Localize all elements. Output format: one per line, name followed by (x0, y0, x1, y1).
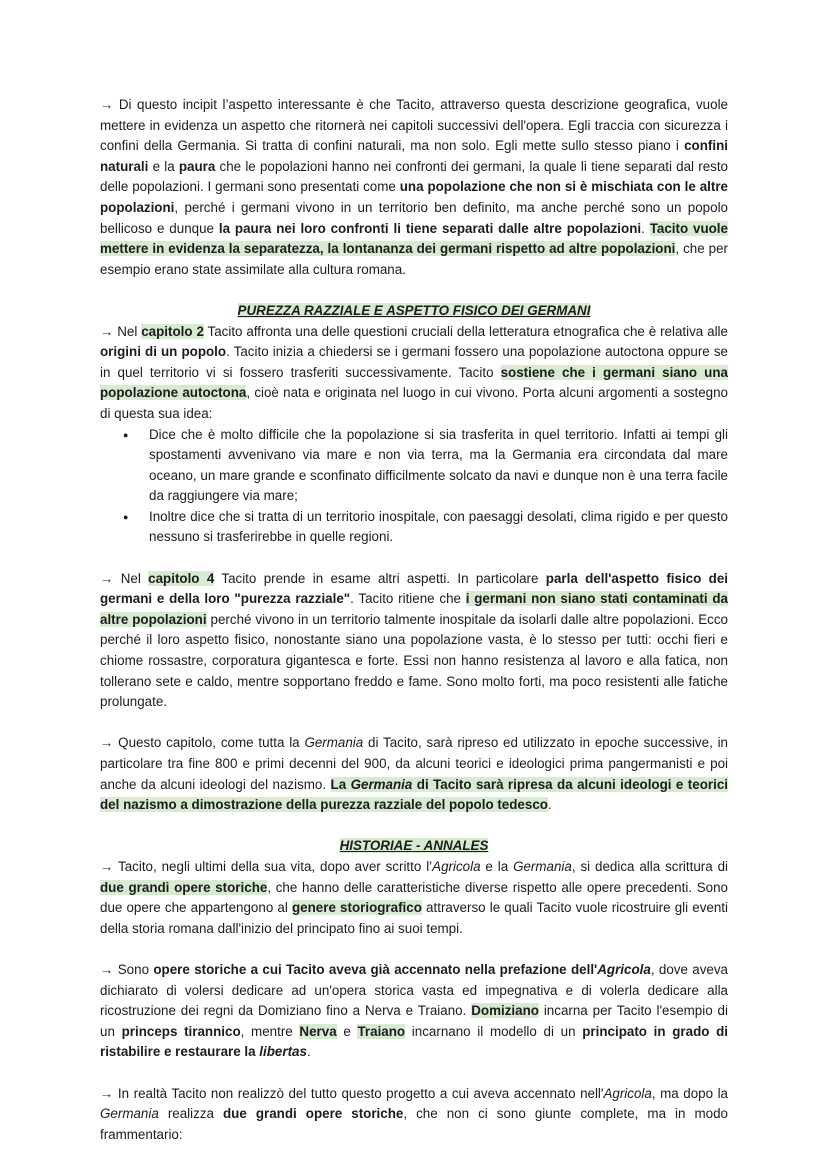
paragraph-prefazione-agricola: → Sono opere storiche a cui Tacito aveva già accennato nella prefazione dell'Agricola, dove aveva dichiarato di volersi dedicare ad un'opera storica vasta ed impegnativa e di volerla dedicare alla ricostruzione dei regni da Domiziano fino a Nerva e Traiano. Domiziano incarna per Tacito l'esempio di un princeps tirannico, mentre Nerva e Traiano incarnano il modello di un principato in grado di ristabilire e restaurare la libertas. (100, 961, 729, 1060)
bold-text: confini naturali (100, 138, 728, 174)
highlighted-text: sostiene che i germani siano una popolazione autoctona (100, 364, 728, 401)
paragraph-ripresa-nazismo: → Questo capitolo, come tutta la Germania di Tacito, sarà ripreso ed utilizzato in epoche successive, in particolare tra fine 800 e primi decenni del 900, da alcuni teorici e ideologici prima pangermanisti e poi anche da alcuni ideologi del nazismo. La Germania di Tacito sarà ripresa da alcuni ideologi e teorici del nazismo a dimostrazione della purezza razziale del popolo tedesco. (100, 735, 729, 813)
highlighted-text: Traiano (357, 1023, 406, 1039)
highlighted-text: i germani non siano stati contaminati da altre popolazioni (100, 591, 729, 627)
highlighted-text: Tacito vuole mettere in evidenza la separatezza, la lontananza dei germani rispetto ad altre popolazioni (100, 220, 728, 257)
highlighted-text: capitolo 2 (141, 323, 204, 339)
paragraph-opere-storiche: → Tacito, negli ultimi della sua vita, dopo aver scritto l’Agricola e la Germania, si dedica alla scrittura di due grandi opere storiche, che hanno delle caratteristiche diverse rispetto alle opere precedenti. Sono due opere che appartengono al genere storiografico attraverso le quali Tacito vuole ricostruire gli eventi della storia romana dall'inizio del principato fino ai suoi tempi. (100, 858, 729, 936)
highlighted-text: due grandi opere storiche (100, 879, 268, 895)
document-page (100, 95, 728, 1145)
bold-text: principato in grado di ristabilire e restaurare la libertas (100, 1023, 729, 1060)
highlighted-text: genere storiografico (292, 900, 422, 916)
highlighted-text: Nerva (299, 1023, 337, 1039)
paragraph-incipit: → Di questo incipit l’aspetto interessante è che Tacito, attraverso questa descrizione geografica, vuole mettere in evidenza un aspetto che ritornerà nei capitoli successivi dell'opera. Egli traccia con sicurezza i confini della Germania. Si tratta di confini naturali, ma non solo. Egli mette sullo stesso piano i confini naturali e la paura che le popolazioni hanno nei confronti dei germani, la quale li tiene separati dal resto delle popolazioni. I germani sono presentati come una popolazione che non si è mischiata con le altre popolazioni, perché i germani vivono in un territorio ben definito, ma anche perché sono un popolo bellicoso e dunque la paura nei loro confronti li tiene separati dalle altre popolazioni. Tacito vuole mettere in evidenza la separatezza, la lontananza dei germani rispetto ad altre popolazioni, che per esempio erano state assimilate alla cultura romana. (100, 97, 729, 277)
bold-text: due grandi opere storiche (223, 1106, 404, 1122)
highlighted-text: capitolo 4 (148, 570, 215, 586)
bold-text: origini di un popolo (100, 344, 227, 360)
bold-text: paura (178, 158, 216, 174)
bold-text: la paura nei loro confronti li tiene separati dalle altre popolazioni (218, 220, 642, 236)
bold-text: parla dell'aspetto fisico dei germani e della loro "purezza razziale" (100, 570, 728, 607)
paragraph-in-realta: → In realtà Tacito non realizzò del tutto questo progetto a cui aveva accennato nell'Agricola, ma dopo la Germania realizza due grandi opere storiche, che non ci sono giunte complete, ma in modo frammentario: (100, 1085, 728, 1142)
list-item: ● Dice che è molto difficile che la popolazione si sia trasferita in quel territorio. Infatti ai tempi gli spostamenti avvenivano via mare e non via terra, ma la Germania era circondata dal mare oceano, un mare grande e sconfinato difficilmente solcato da navi e dunque non è una terra facile da raggiungere via mare; (149, 425, 728, 507)
section-heading-historiae: HISTORIAE - ANNALES (339, 838, 489, 854)
bold-text: princeps tirannico (121, 1023, 241, 1039)
bold-text: opere storiche a cui Tacito aveva già accennato nella prefazione dell'Agricola (153, 961, 651, 977)
highlighted-text: La Germania di Tacito sarà ripresa da alcuni ideologi e teorici del nazismo a dimostrazione della purezza razziale del popolo tedesco (100, 776, 728, 813)
paragraph-capitolo-4: → Nel capitolo 4 Tacito prende in esame altri aspetti. In particolare parla dell'aspetto fisico dei germani e della loro "purezza razziale". Tacito ritiene che i germani non siano stati contaminati da altre popolazioni perché vivono in un territorio talmente inospitale da isolarli dalle altre popolazioni. Ecco perché il loro aspetto fisico, nonostante siano una popolazione vasta, è lo stesso per tutti: occhi fieri e chiome rossastre, corporatura gigantesca e forte. Essi non hanno resistenza al lavoro e alla fatica, non tollerano sete e caldo, mentre sopportano freddo e fame. Sono molto forti, ma poco resistenti alle fatiche prolungate. (100, 570, 729, 710)
bold-text: una popolazione che non si è mischiata con le altre popolazioni (100, 179, 728, 215)
argument-list (100, 425, 728, 549)
paragraph-capitolo-2: → Nel capitolo 2 Tacito affronta una delle questioni cruciali della letteratura etnografica che è relativa alle origini di un popolo. Tacito inizia a chiedersi se i germani fossero una popolazione autoctona oppure se in quel territorio vi si fossero trasferiti successivamente. Tacito sostiene che i germani siano una popolazione autoctona, cioè nata e originata nel luogo in cui vivono. Porta alcuni argomenti a sostegno di questa sua idea: (100, 323, 728, 421)
highlighted-text: Domiziano (471, 1003, 539, 1019)
section-heading-purezza: PUREZZA RAZZIALE E ASPETTO FISICO DEI GERMANI (237, 302, 591, 318)
list-item: ● Inoltre dice che si tratta di un territorio inospitale, con paesaggi desolati, clima rigido e per questo nessuno si trasferirebbe in quelle regioni. (149, 507, 728, 548)
